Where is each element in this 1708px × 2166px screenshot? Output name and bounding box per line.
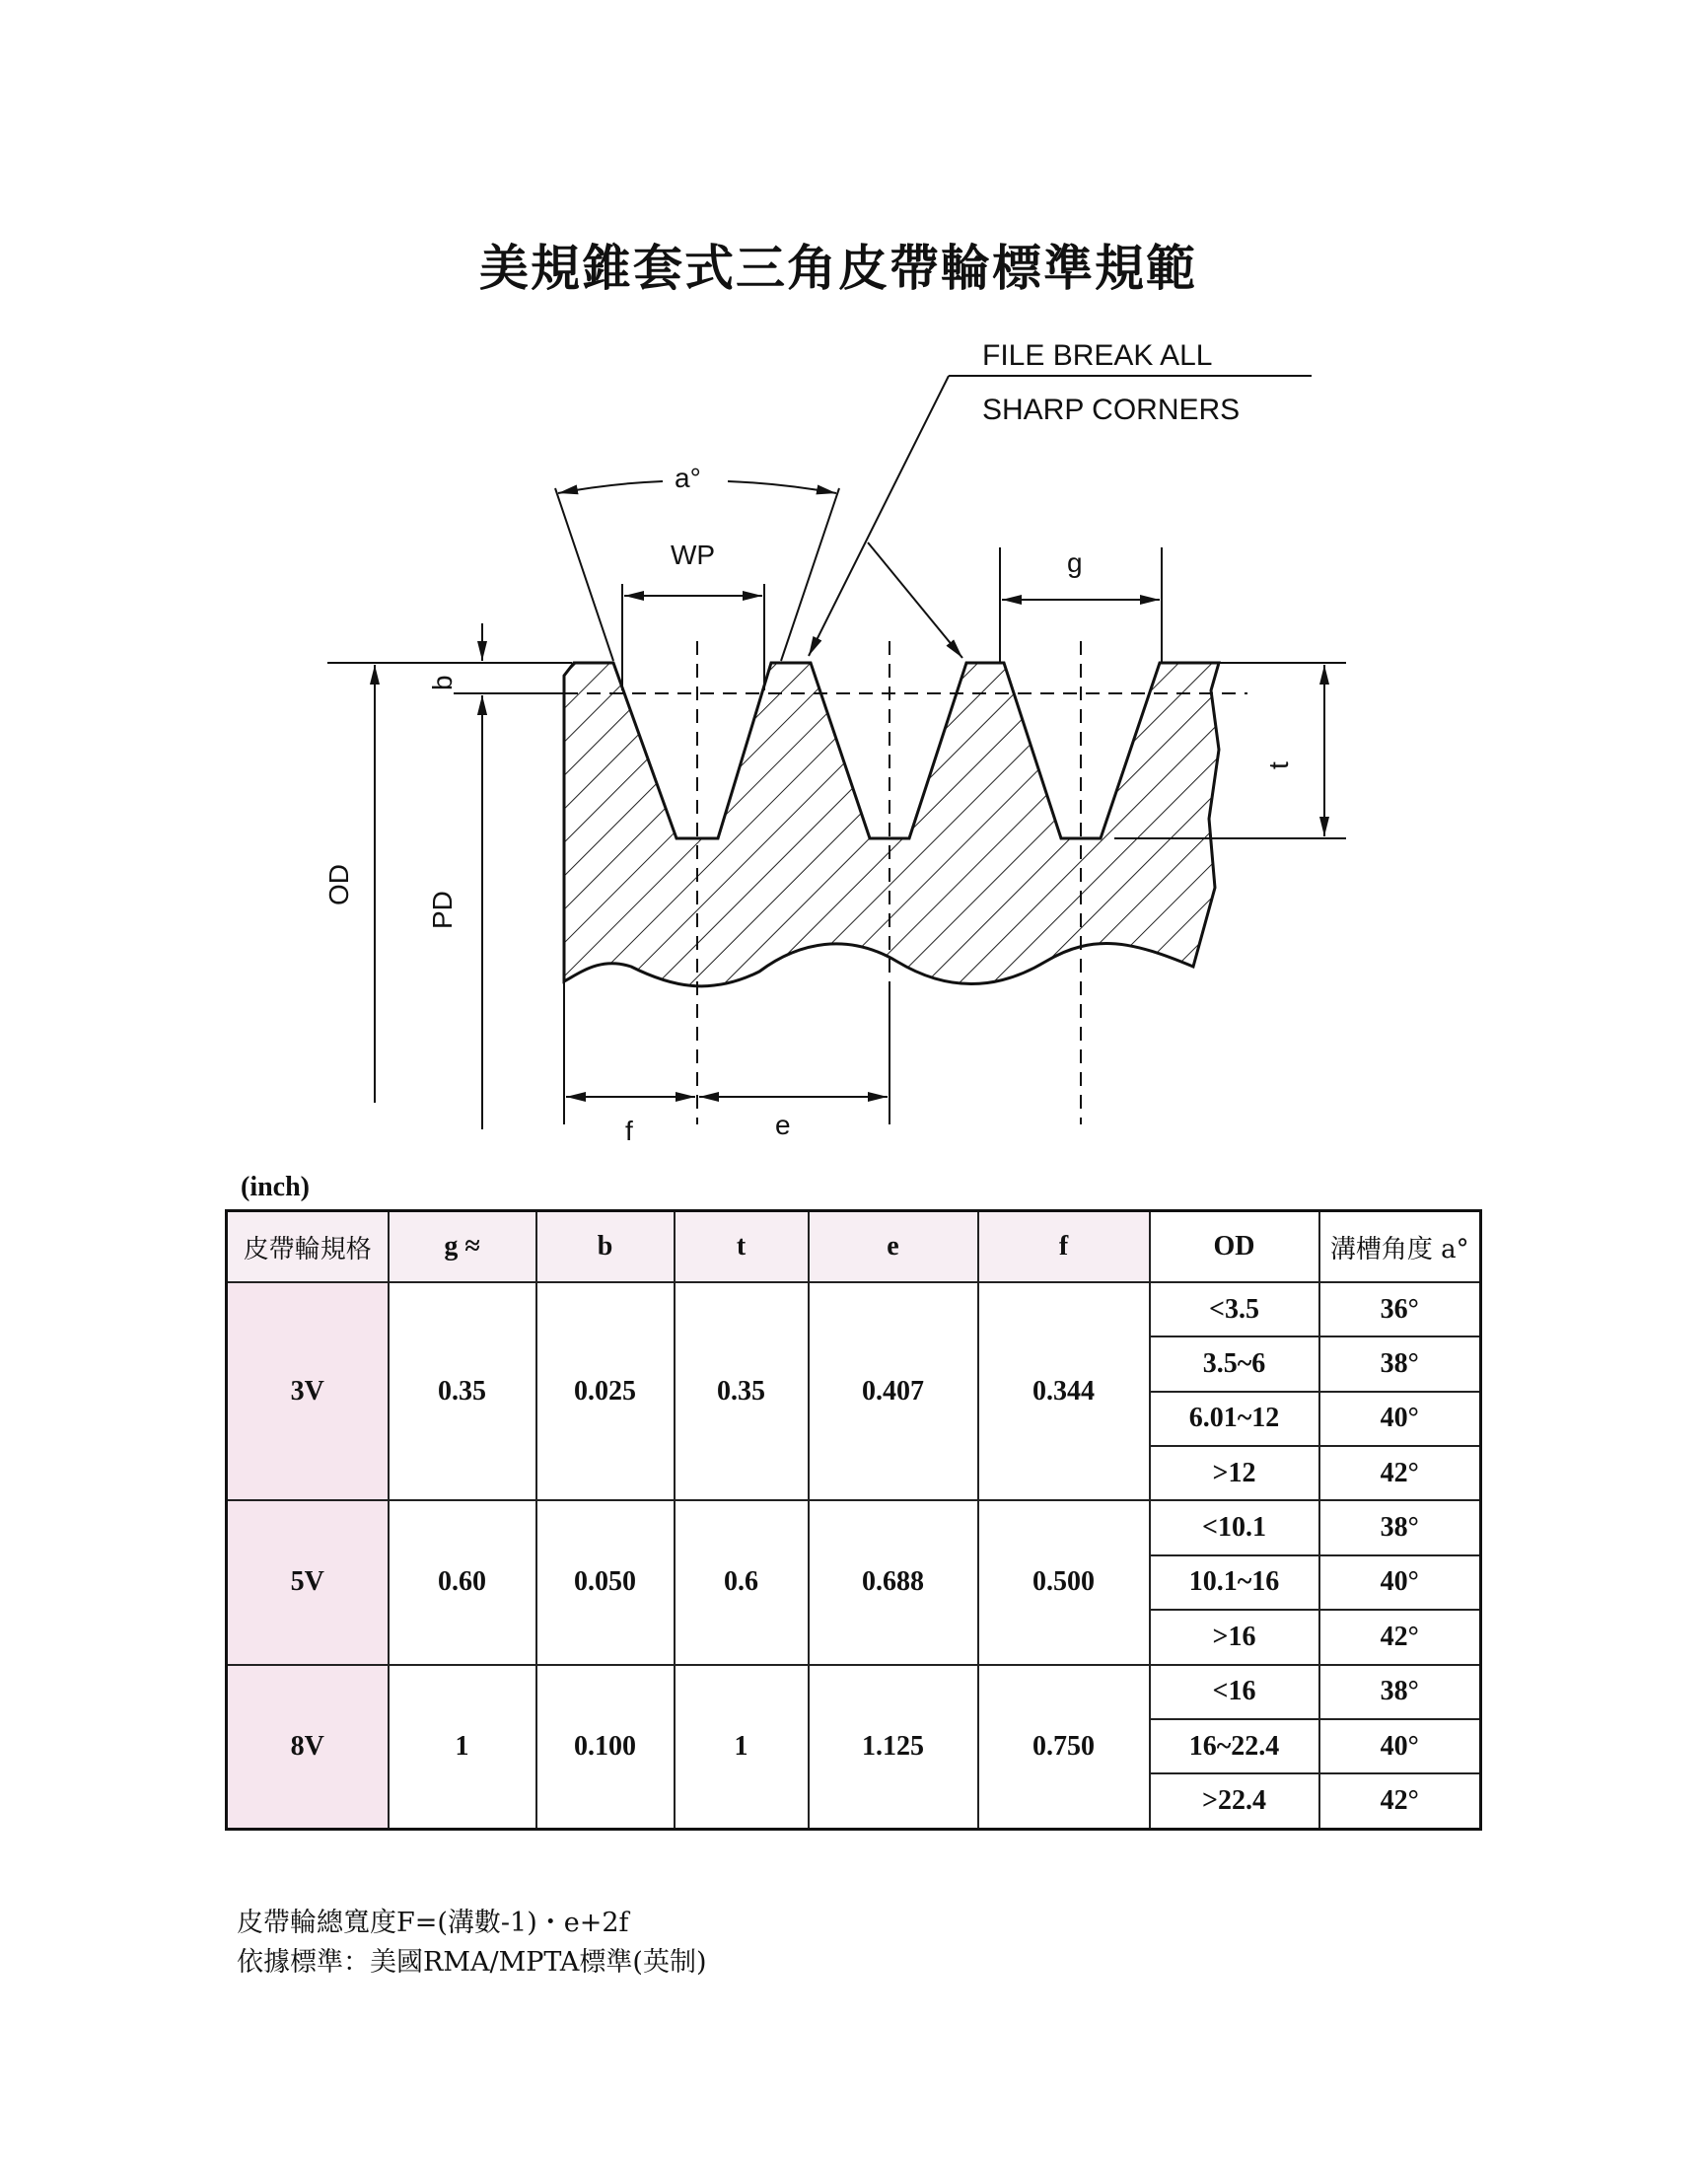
g-cell: 0.35	[389, 1282, 536, 1500]
od-cell: >16	[1150, 1610, 1319, 1664]
b-label: b	[427, 675, 458, 690]
e-cell: 0.407	[809, 1282, 978, 1500]
t-cell: 0.35	[675, 1282, 809, 1500]
g-label: g	[1067, 547, 1083, 578]
header-e: e	[809, 1211, 978, 1283]
page-title: 美規錐套式三角皮帶輪標準規範	[479, 240, 1197, 297]
angle-cell: 38°	[1319, 1665, 1481, 1719]
footnotes	[237, 1904, 706, 1983]
od-cell: 16~22.4	[1150, 1719, 1319, 1773]
model-cell: 3V	[227, 1282, 389, 1500]
pulley-section	[564, 663, 1219, 986]
t-cell: 0.6	[675, 1500, 809, 1664]
note-line-1: FILE BREAK ALL	[982, 339, 1213, 372]
table-row	[227, 1282, 1481, 1336]
angle-cell: 36°	[1319, 1282, 1481, 1336]
g-cell: 0.60	[389, 1500, 536, 1664]
f-cell: 0.750	[978, 1665, 1150, 1830]
note-leader-2	[868, 542, 962, 658]
angle-arc-right	[728, 481, 836, 493]
e-cell: 0.688	[809, 1500, 978, 1664]
spec-table	[225, 1209, 1482, 1831]
f-cell: 0.344	[978, 1282, 1150, 1500]
angle-cell: 42°	[1319, 1610, 1481, 1664]
width-formula-note: 皮帶輪總寬度F=(溝數-1)・e+2f	[237, 1908, 629, 1938]
header-od: OD	[1150, 1211, 1319, 1283]
note-line-2: SHARP CORNERS	[982, 394, 1241, 426]
header-g: g ≈	[389, 1211, 536, 1283]
f-label: f	[625, 1116, 633, 1146]
angle-cell: 40°	[1319, 1555, 1481, 1610]
standard-note: 依據標準：美國RMA/MPTA標準(英制)	[237, 1947, 707, 1978]
header-f: f	[978, 1211, 1150, 1283]
angle-line-right	[781, 488, 839, 661]
b-cell: 0.050	[536, 1500, 675, 1664]
od-cell: <3.5	[1150, 1282, 1319, 1336]
od-label: OD	[323, 864, 354, 905]
od-cell: <16	[1150, 1665, 1319, 1719]
od-cell: <10.1	[1150, 1500, 1319, 1554]
od-cell: 10.1~16	[1150, 1555, 1319, 1610]
angle-label: a°	[675, 463, 701, 493]
header-t: t	[675, 1211, 809, 1283]
b-cell: 0.025	[536, 1282, 675, 1500]
angle-cell: 42°	[1319, 1773, 1481, 1829]
angle-cell: 38°	[1319, 1500, 1481, 1554]
f-cell: 0.500	[978, 1500, 1150, 1664]
header-b: b	[536, 1211, 675, 1283]
angle-line-left	[555, 488, 613, 661]
t-cell: 1	[675, 1665, 809, 1830]
header-spec: 皮帶輪規格	[227, 1211, 389, 1283]
e-label: e	[775, 1110, 791, 1140]
angle-cell: 38°	[1319, 1336, 1481, 1391]
angle-cell: 40°	[1319, 1719, 1481, 1773]
e-cell: 1.125	[809, 1665, 978, 1830]
g-cell: 1	[389, 1665, 536, 1830]
b-cell: 0.100	[536, 1665, 675, 1830]
od-cell: >22.4	[1150, 1773, 1319, 1829]
angle-arc-left	[558, 481, 663, 493]
table-row	[227, 1665, 1481, 1719]
pd-label: PD	[427, 891, 458, 929]
t-label: t	[1263, 761, 1294, 769]
od-cell: >12	[1150, 1446, 1319, 1500]
angle-cell: 40°	[1319, 1392, 1481, 1446]
od-cell: 3.5~6	[1150, 1336, 1319, 1391]
header-row	[227, 1211, 1481, 1283]
wp-label: WP	[671, 540, 716, 570]
od-cell: 6.01~12	[1150, 1392, 1319, 1446]
unit-label: (inch)	[241, 1172, 310, 1202]
table-row	[227, 1500, 1481, 1554]
header-angle: 溝槽角度 a°	[1319, 1211, 1481, 1283]
angle-cell: 42°	[1319, 1446, 1481, 1500]
model-cell: 8V	[227, 1665, 389, 1830]
model-cell: 5V	[227, 1500, 389, 1664]
